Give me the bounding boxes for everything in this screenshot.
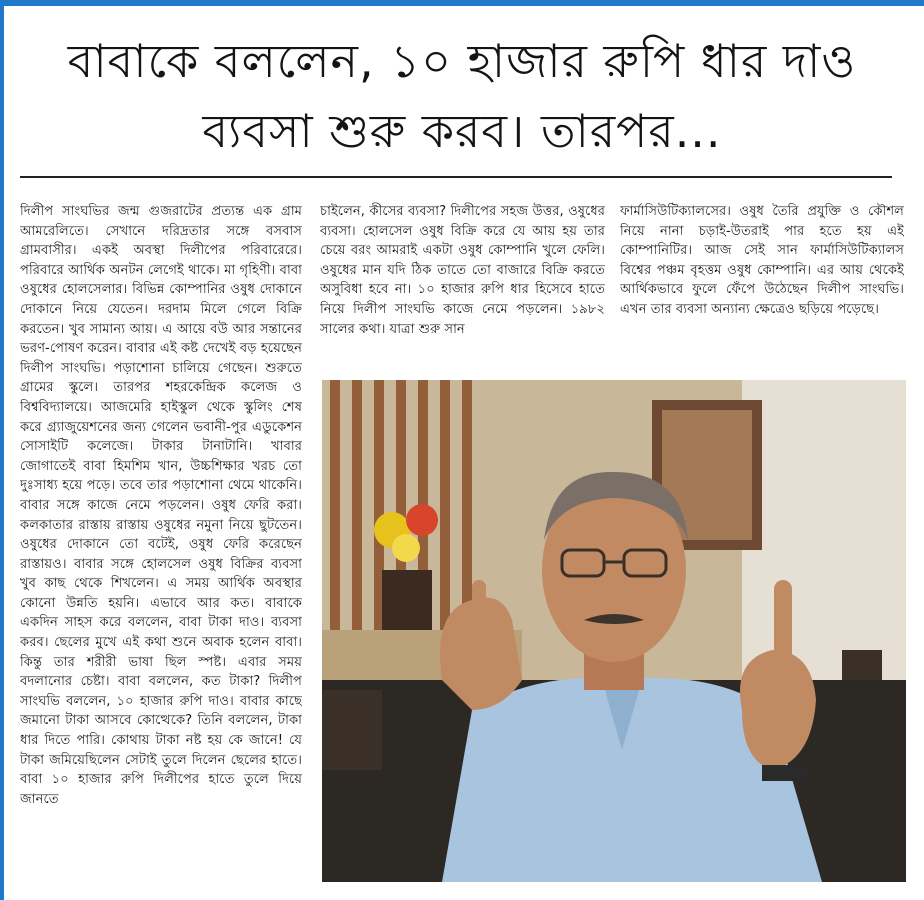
article-column-1-text: দিলীপ সাংঘভির জন্ম গুজরাটের প্রত্যন্ত এক গ্রাম আমরেলিতে। সেখানে দরিদ্রতার সঙ্গে বসবাস গ্রামবাসীর। একই অবস্থা দিলীপের পরিবারেরে। পরিবারে আর্থিক অনটন লেগেই থাকে। মা গৃহিণী। বাবা ওষুধের হোলসেলার। বিভিন্ন কোম্পানির ওষুধ দোকানে দোকানে নিয়ে যেতেন। দরদাম মিলে গেলে বিক্রি করতেন। খুব সামান্য আয়। এ আয়ে বউ আর সন্তানের ভরণ-পোষণ করেন। বাবার এই কষ্ট দেখেই বড় হয়েছেন দিলীপ সাংঘভি। পড়াশোনা চালিয়ে গেছেন। শুরুতে গ্রামের স্কুলে। তারপর শহরকেন্দ্রিক কলেজ ও বিশ্ববিদ্যালয়ে। আজমেরি হাইস্কুল থেকে স্কুলিং শেষ করে গ্র্যাজুয়েশনের জন্য গেলেন ভবানী-পুর এডুকেশন সোসাইটি কলেজে। টাকার টানাটানি। খাবার জোগাতেই বাবা হিমশিম খান, উচ্চশিক্ষার খরচ তো দুঃসাধ্য হয়ে পড়ে। তবে তার পড়াশোনা থেমে থাকেনি। বাবার সঙ্গে কাজে নেমে পড়লেন। ওষুধ ফেরি করা। কলকাতার রাস্তায় রাস্তায় ওষুধের নমুনা নিয়ে ছুটতেন। ওষুধের দোকানে তো বটেই, ওষুধ ফেরি করেছেন রাস্তায়ও। বাবার সঙ্গে হোলসেল ওষুধ বিক্রির ব্যবসা খুব কাছ থেকে শিখলেন। এ সময় আর্থিক অবস্থার কোনো উন্নতি হয়নি। এভাবে আর কত। বাবাকে একদিন সাহস করে বললেন, বাবা টাকা দাও। ব্যবসা করব। ছেলের মুখে এই কথা শুনে অবাক হলেন বাবা। কিন্তু তার শরীরী ভাষা ছিল স্পষ্ট। এবার সময় বদলানোর চেষ্টা। বাবা বললেন, কত টাকা? দিলীপ সাংঘভি বললেন, ১০ হাজার রুপি দাও। বাবার কাছে জমানো টাকা আসবে কোত্থেকে? তিনি বললেন, টাকা ধার দিতে পারি। কোথায় টাকা নষ্ট হয় কে জানে! যে টাকা জমিয়েছিলেন সেটাই তুলে দিলেন ছেলের হাতে। বাবা ১০ হাজার রুপি দিলীপের হাতে তুলে দিয়ে জানতে [20, 204, 302, 807]
headline-divider [20, 176, 892, 178]
headline-line-2: ব্যবসা শুরু করব। তারপর... [202, 104, 722, 158]
article-column-2-text: চাইলেন, কীসের ব্যবসা? দিলীপের সহজ উত্তর, ওষুধের ব্যবসা। হোলসেল ওষুধ বিক্রি করে যে আয় হয় তার চেয়ে বরং আমরাই একটা ওষুধ কোম্পানি খুলে ফেলি। ওষুধের মান যদি ঠিক তাতে তো বাজারে বিক্রি করতে অসুবিধা হবে না। ১০ হাজার রুপি ধার হিসেবে হাতে নিয়ে দিলীপ সাংঘভি কাজে নেমে পড়লেন। ১৯৮২ সালের কথা। যাত্রা শুরু সান [320, 204, 605, 337]
headline-line-1: বাবাকে বললেন, ১০ হাজার রুপি ধার দাও [67, 34, 857, 88]
article-column-3-text: ফার্মাসিউটিক্যালসের। ওষুধ তৈরি প্রযুক্তি ও কৌশল নিয়ে নানা চড়াই-উতরাই পার হতে হয় এই কোম্পানিটির। আজ সেই সান ফার্মাসিউটিক্যালস বিশ্বের পঞ্চম বৃহত্তম ওষুধ কোম্পানি। এর আয় থেকেই আর্থিকভাবে ফুলে ফেঁপে উঠেছেন দিলীপ সাংঘভি। এখন তার ব্যবসা অন্যান্য ক্ষেত্রেও ছড়িয়ে পড়েছে। [620, 204, 904, 317]
top-border [0, 0, 924, 6]
article-column-3 [620, 202, 904, 362]
article-column-2 [320, 202, 605, 362]
portrait-photo [322, 380, 906, 882]
portrait-illustration [322, 380, 906, 882]
article-column-1 [20, 202, 302, 882]
headline [20, 26, 904, 166]
left-border [0, 0, 4, 900]
